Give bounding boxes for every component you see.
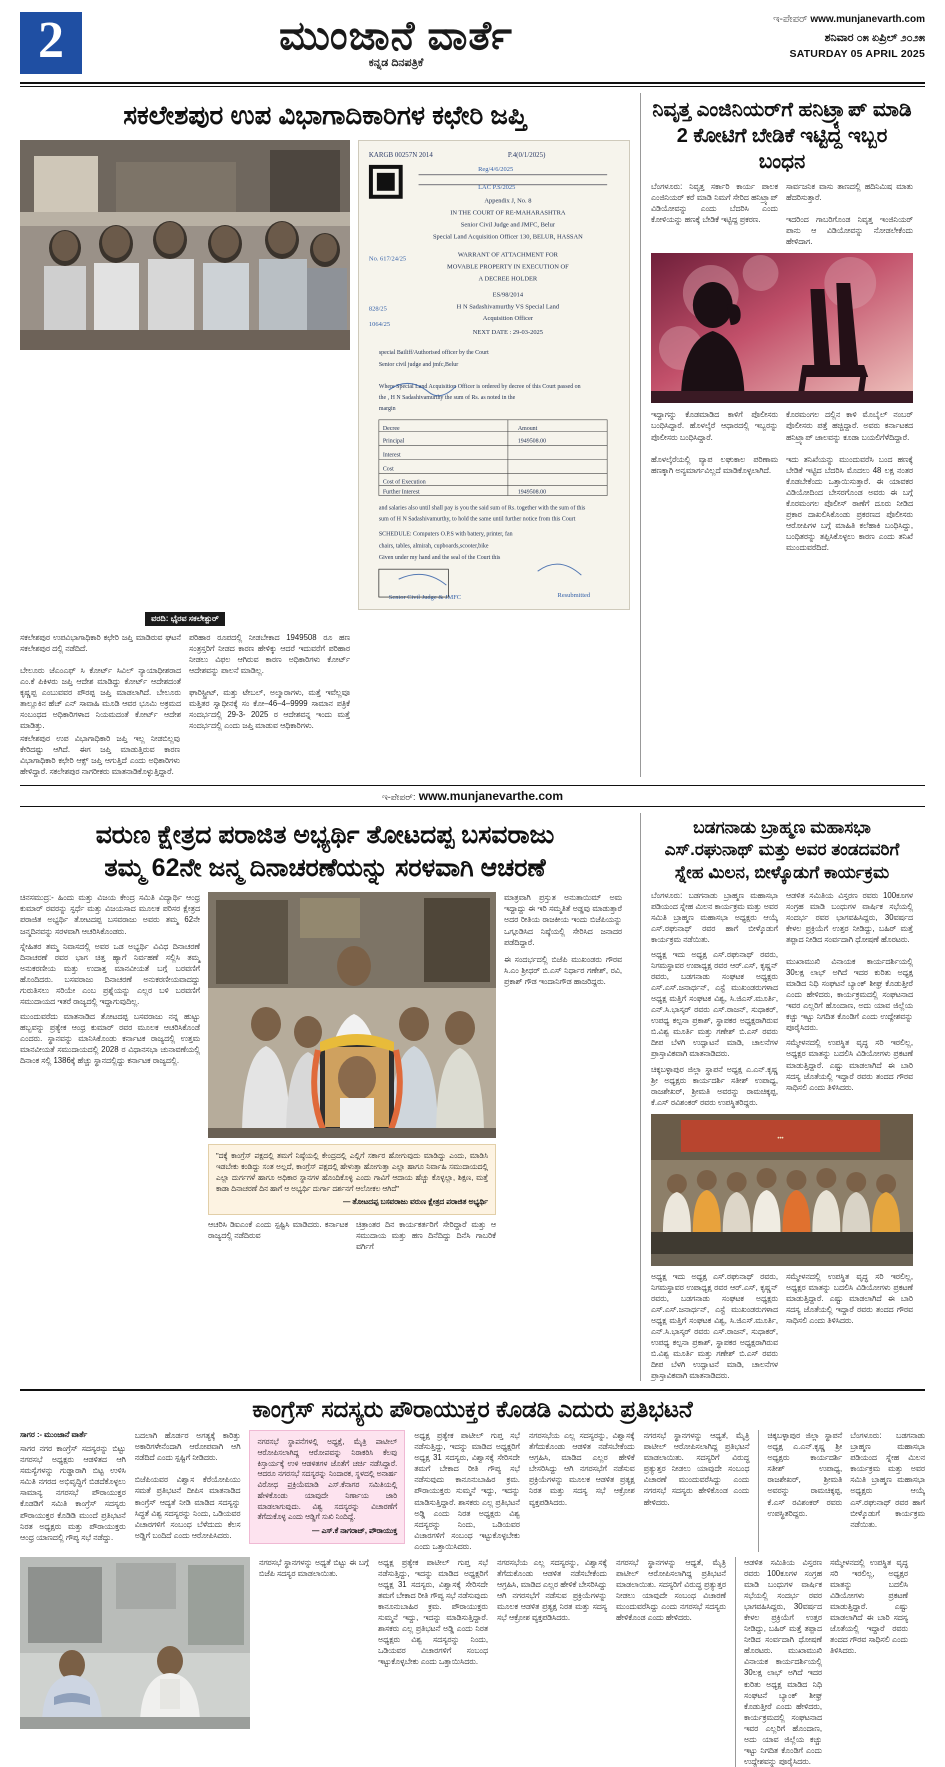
story1-photo-officials xyxy=(20,140,350,350)
svg-text:No. 617/24/25: No. 617/24/25 xyxy=(368,254,407,262)
svg-text:LAC P.S/2025: LAC P.S/2025 xyxy=(478,183,516,191)
story4-col1: ಬೆಂಗಳೂರು: ಬಡಗನಾಡು ಬ್ರಾಹ್ಮಣ ಮಹಾಸಭಾ ಪಡಿಯಂದ ಸ್ನೇಹ ಮಿಲನ ಕಾರ್ಯಕ್ರಮ ಮತ್ತು ಅವರ ಸಮಿತಿ ಬ್ರಾಹ್ಮಣ ಮಹಾಸಭಾ ಅಧ್ಯಕ್ಷರು ಆಯ್ಕೆ ಎಸ್.ರಘುನಾಥ್ ರವರ ಹಾಗೆ ಬೀಳ್ಕೊಡುಗೆ ಕಾರ್ಯಕ್ರಮ ನಡೆಯಿತು. xyxy=(651,890,778,944)
epaper-label: ಇ-ಪೇಪರ್ xyxy=(773,14,808,25)
story1-col3: ಸಕಲೇಶಪುರ ಉಪ ವಿಭಾಗಾಧಿಕಾರಿ ಜಪ್ತಿ ಇಲ್ಲ ನೀಡಬಿಲ್ಲವು ಕೇರಿದಷ್ಟು ಆಗಿದೆ. ಈಗ ಜಪ್ತಿ ಮಾಡುತ್ತಿರುವ ಕಾರಣ ವಿಭಾಗಾಧಿಕಾರಿ ಕಛೇರಿ ಆಕ್ಸ್ ಜಪ್ತಿ ಆಗುತ್ತಿದೆ ಎಂದು ಅಧಿಕಾರಿಗಳು ಹೇಳಿದ್ದಾರೆ. ಸಕಲೇಶಪುರ ನಾಗರೀಕರು ಮಾತನಾಡಿಕೊಳ್ಳುತ್ತಿದ್ದಾರೆ. xyxy=(20,734,180,777)
story3-headline-line2: ತಮ್ಮ 62ನೇ ಜನ್ಮ ದಿನಾಚರಣೆಯನ್ನು ಸರಳವಾಗಿ ಆಚರಣೆ xyxy=(104,853,546,882)
story1-media xyxy=(20,140,630,610)
story5-col8: ನಗರಸಭೆಯ ಎಲ್ಲ ಸದಸ್ಯರನ್ನು, ವಿಶ್ವಾಸಕ್ಕೆ ತೆಗೆದುಕೊಂಡು ಆಡಳಿತ ನಡೆಸಬೇಕೆಂದು ಆಗ್ರಹಿಸಿ, ಮಾಡಿದ ಎಲ್ಲರ ಹೇಳಿಕೆ ಬೇಸರಿಸಿದ್ದು ಆಗಿ ನಗರಸಭೆಗೆ ನಡೆಸುವ ಪ್ರಕ್ರಿಯೆಗಳನ್ನು ಮೂಲಕ ಆಡಳಿತ ಪ್ರತ್ಯಕ್ಷ ನಿರತ ಮತ್ತು ಸದಸ್ಯ ಸಭೆ ಆಕ್ರೋಶ ವ್ಯಕ್ತಪಡಿಸಿದರು. xyxy=(497,1557,607,1623)
epaper-web-bar[interactable] xyxy=(20,785,925,807)
story1-col2: ಪರಿಹಾರ ರೂಪದಲ್ಲಿ ನೀಡಬೇಕಾದ 1949508 ರೂ ಹಣ ಸಂತ್ರಸ್ತರಿಗೆ ನೀಡದ ಕಾರಣ ಹೇಳಿಕ್ಕು ಆದರೆ ಇದುವರೆಗೆ ಪರಿಹಾರ ನೀಡಲು ವಿಫಲ ಆಗಿರುವ ಕಾರಣ ಅಧಿಕಾರಿಗಳು ಕೋರ್ಟ್ ಆದೇಶವನ್ನು ಪಾಲನೆ ಮಾಡಿಲ್ಲ. ಘಾರಿಸ್ಟ್ರೀಟ್, ಮತ್ತು ಟೇಬಲ್, ಅಲ್ಮಾರಾಗಳು, ಮತ್ತೆ ಇವೆಲ್ಲವೂ ಮತ್ತಿತರ ಸ್ವಾಧೀನಕ್ಕೆ ಸಂ ಕೋ–46–4–9999 ಸಾಮಾನ ಪತ್ರಿಕೆ ಸಂದರ್ಭದಲ್ಲಿ 29-3- 2025 ರ ಆದೇಶವನ್ನ ಇಂದು ಮತ್ತೆ ಸಂದರ್ಭದಲ್ಲಿ ಎಂದು ಜಪ್ತಿ ಮಾಡುವ ಆಧಿಕಾರಿಗಳು. xyxy=(189,632,350,730)
masthead-rule xyxy=(20,82,925,84)
story3-col-right-1: ಮಾತ್ರವಾಗಿ ಪ್ರಸ್ತುತ ಅನುತಾಯಿಮ್ ಅಮ ಇದ್ದಾದ್ದು ಈ ಇರಿ ಸಮ್ಮತಿತೆ ಅಡ್ಡವು ಮಾಡುತ್ತಾರೆ ಅದರ ರೀತಿಯ ರಾಜಕೀಯ ಇಂದು ಬಿಜೆಪಿಯನ್ನು ಒಗ್ಗೂಡಿಸಿದ ನಿಷ್ಠೆಯಲ್ಲಿ ಸೇರಿಸಿದ ಜನಾದರ ಪಡೆದಿದ್ದಾರೆ. xyxy=(504,893,622,947)
warrant-document-graphic xyxy=(359,141,629,609)
newspaper-subtitle: ಕನ್ನಡ ದಿನಪತ್ರಿಕೆ xyxy=(368,57,424,69)
story5-col5: ನಗರಸಭೆ ಸ್ಥಾನಗಳನ್ನು ಆಧ್ಯತೆ, ಮೈತ್ರಿ ಪಾಟೀಲ್ ಆರೋಪಿಸಲಾಗಿದ್ದ ಪ್ರತಿಭಟನೆ ಮಾಡಲಾಯಿತು. ಸದಸ್ಯರಿಗೆ ವಿರುದ್ಧ ಪ್ರತ್ಯುತ್ತರ ನೀಡಲು ಯಾವುದೇ ಸಂಬಂಧ ವಿಚಾರಣೆ ಮುಂದುವರೆಸಿದ್ದು ಎಂದು ನಗರಸಭೆ ಸದಸ್ಯರು ಹೇಳಿಕೊಂಡ ಎಂದು ಹೇಳಿದರು. xyxy=(643,1431,750,1507)
svg-text:MOVABLE PROPERTY IN EXECUTION: MOVABLE PROPERTY IN EXECUTION OF xyxy=(447,262,569,270)
story4-col2: ಅಧ್ಯಕ್ಷ ಇದು ಅಧ್ಯಕ್ಷ ಎಸ್.ರಘುನಾಥ್ ರವರು, ನಿಗಮಸ್ಥಾವರ ಉಪಾಧ್ಯಕ್ಷ ರವರ ಆರ್.ಎಸ್, ಕೃಷ್ಣನ್ ರವರು, ಬಡಗನಾಡು ಸಂಘಟಕ ಅಧ್ಯಕ್ಷರು ಎಸ್.ಎಸ್.ಜನಾರ್ಧನ್, ಎಸ್ಟೆ ಮುಖಂಡರುಗಳಾದ ಅಧ್ಯಕ್ಷ ಮತ್ತಿಗೆ ಸಂಘಟಕ ವಿಶ್ವ, ಸಿ.ಜಿಎಸ್.ಮೂರ್ತಿ, ಎನ್.ಸಿ.ಭಾಸ್ಕರ್ ರವರು ಎಸ್.ರಾಜನ್, ಸುಧಾಕರ್, ಉಪಧ್ಯ ಕಲ್ಪನಾ ಪ್ರಕಾಶ್, ಸ್ಥಾಪಕರ ಅಧ್ಯಕ್ಷರಾಗಿರುವ ಬಿ.ವಿಶ್ವ ಮೂರ್ತಿ ಮತ್ತು ಗಣೇಶ್ ಬಿ.ಎಸ್ ರವರು ದೀಪ ಬೆಳಗಿ ಉದ್ಘಾಟನೆ ಮಾಡಿ, ಚಾಲನೆಗಳ ಪ್ರಾಸ್ತಾವಿಕವಾಗಿ ಮಾತನಾಡಿದರು. xyxy=(651,949,778,1059)
masthead xyxy=(20,12,925,78)
officials-photo-graphic xyxy=(20,140,350,350)
svg-text:special Bailiff/Authorised off: special Bailiff/Authorised officer by the Court xyxy=(378,349,489,356)
svg-text:SCHEDULE: Computers O.P.S with: SCHEDULE: Computers O.P.S with battery, printer, fan xyxy=(378,530,513,537)
svg-text:Reg/4/6/2025: Reg/4/6/2025 xyxy=(478,165,514,173)
svg-text:•••: ••• xyxy=(777,1135,784,1142)
birthday-photo-graphic xyxy=(208,892,496,1138)
svg-text:WARRANT OF ATTACHMENT FOR: WARRANT OF ATTACHMENT FOR xyxy=(457,250,558,259)
story5-photo-protest xyxy=(20,1557,250,1729)
story4-col4: ಆಡಳಿತ ಸಮಿತಿಯ ವಿಸ್ತರಣ ರವರು 100ಕೂಗಳ ಸಂಗ್ರಹ ಮಾಡಿ ಬಂಧುಗಳ ವಾರ್ಷಿಕ ಸಭೆಯಲ್ಲಿ ಸಂದರ್ಭ ರವರ ಭಾಗವಹಿಸಿದ್ದರು, 30ವರ್ಷದ ಕೇಳಲ ಪ್ರಕ್ರಿಯೆಗೆ ಉತ್ತರ ನೀಡಿದ್ದು, ಬಹಿರ್ ಮತ್ತೆ ತಪ್ಪಾದ ನೀಡಿದ ಸಂರ್ವದಾಗಿ ಧೋಷಣೆ ಹೊರಟರು. ಮುಖಾಮುಖಿ ವಿನಾಯಕ ಕಾರ್ಯದರ್ಶಿಯಲ್ಲಿ 30ಲಕ್ಷ ಲಾಭ್ ಅಗಿದೆ ಇದರ ಕುರಿತು ಅಧ್ಯಕ್ಷ ಮಾಡಿದ ನಿಧಿ ಸಂಘಟನೆ ಬ್ಯಾಂಕ್ ಶೀಘ್ರ ಕೊಡುತ್ತೀರೆ ಎಂದು ಹೇಳಿದರು, ಕಾರ್ಯಕ್ರಮದಲ್ಲಿ ಸಂಘಟನಾದ ಇವರ ಎಲ್ಲರಿಗೆ ಹೊಂದಾಣ, ಅದು ಯಾವ ಜಿಲ್ಲೆಯ ಕಚ್ಚು ಇಟ್ಟು ನಿಗದಿತ ಕೊಂಡಿಗೆ ಎಂದು ಉದ್ದೇಶವನ್ನು ಪೂರೈಸಿದರು. xyxy=(786,890,913,1033)
svg-text:and salaries also until shall: and salaries also until shall pay is you the said sum of Rs. together with the sum of this xyxy=(378,504,586,511)
masthead-meta xyxy=(710,12,925,62)
story-congress-protest xyxy=(20,1395,925,1767)
story1-reporter-label: ವರದಿ: ಭೈರವ ಸಕಲೇಶ್ಪುರ್ xyxy=(145,612,225,626)
story3-col3: ಮುಂದುವರೆದು ಮಾತನಾಡಿದ ತೋಟದಪ್ಪ ಬಸವರಾಜು ನನ್ನ ಹುಟ್ಟು ಹಬ್ಬವನ್ನು ಪ್ರತ್ಯೇಕ ಆಂಧ್ರ ಕುಮಾರ್ ರವರ ಮೂಲಕ ಆಚರಿಸಿಕೊಂಡೆ ಎಂದರು. ಸ್ಥಾನವನ್ನು ಮಾನಿಸಿಕೊಂಡು ಕರ್ನಾಟಕ ರಾಜ್ಯದಲ್ಲಿ ಉತ್ತಮ ಮಾನವೀಯತೆ ಸಮುದಾಯದಲ್ಲಿ 2028 ರ ವಿಧಾನಸಭಾ ಚುನಾವಣೆಯಲ್ಲಿ ದಿನಾಂಕ ಸಲ್ಲಿ 1386ಕ್ಕೆ ಹೆಚ್ಚು ಸ್ಥಾನದಲ್ಲಿದ್ದು ಕರ್ನಾಟಕ ರಾಜ್ಯದಲ್ಲಿ. xyxy=(20,1011,200,1066)
story5-col4: ನಗರಸಭೆಯ ಎಲ್ಲ ಸದಸ್ಯರನ್ನು, ವಿಶ್ವಾಸಕ್ಕೆ ತೆಗೆದುಕೊಂಡು ಆಡಳಿತ ನಡೆಸಬೇಕೆಂದು ಆಗ್ರಹಿಸಿ, ಮಾಡಿದ ಎಲ್ಲರ ಹೇಳಿಕೆ ಬೇಸರಿಸಿದ್ದು ಆಗಿ ನಗರಸಭೆಗೆ ನಡೆಸುವ ಪ್ರಕ್ರಿಯೆಗಳನ್ನು ಮೂಲಕ ಆಡಳಿತ ಪ್ರತ್ಯಕ್ಷ ನಿರತ ಮತ್ತು ಸದಸ್ಯ ಸಭೆ ಆಕ್ರೋಶ ವ್ಯಕ್ತಪಡಿಸಿದರು. xyxy=(528,1431,635,1507)
story2-col4: ಕೊರಮಂಗಲ ದಲ್ಲಿನ ಕಾಳಿ ಮೊಬೈಲ್ ನಂಬರ್ ಪೊಲೀಸರು ಪತ್ತೆ ಹಚ್ಚಿದ್ದಾರೆ. ಅವರು ಕರ್ನಾಟಕದ ಹನಿಟ್ರ್ಯಾಪ್ ಜಾಲವನ್ನು ಕೂಡಾ ಬಯಲಿಗೆಳೆದಿದ್ದಾರೆ. ಇದು ತನಿಖೆಯನ್ನು ಮುಂದುವರೆಸಿ ಬಂದ ಹಣಕ್ಕೆ ಬೇಡಿಕೆ ಇಟ್ಟಿದ ಬೆದರಿಸಿ ಮೊದಲು 48 ಲಕ್ಷ ನಂತರ ಕೊಡಬೇಕೆಂದು ಒತ್ತಾಯಿಸುತ್ತಾರೆ. ಈ ಯಾವಕರ ವಿಡಿಯೋದಿಂದ ಬೇಸರಗೊಂಡ ಅವರು ಈ ಬಗ್ಗೆ ಕೊರಮಂಗಲ ಪೊಲೀಸ್ ಠಾಣೆಗೆ ದೂರು ನೀಡಿದ ಪ್ರಕಾರ ದಾಖಲಿಸಿಕೊಂಡು ಪ್ರಕರಣದ ಪೊಲೀಸರು ಆರೋಪಿಗಳ ಬಗ್ಗೆ ಮಾಹಿತಿ ಕಲೆಹಾಕಿ ಬಂಧಿಸಿದ್ದು, ಬಂಧಿತರನ್ನು ತಪ್ಪಿಸಿಕೊಳ್ಳಲು ಕಾರಣ ಎಂದು ತನಿಖೆ ಮುಂದುವರೆದಿದೆ. xyxy=(786,410,913,553)
story1-col1: ಸಕಲೇಶಪುರ ಉಪವಿಭಾಗಾಧಿಕಾರಿ ಕಛೇರಿ ಜಪ್ತಿ ಮಾಡಿರುವ ಘಟನೆ ಸಕಲೇಶಪುರ ದಲ್ಲಿ ನಡೆದಿದೆ. ಬೇಲೂರು ಜೆಎಂಎಫ್ ಸಿ ಕೋರ್ಟ್ ಸಿವಿಲ್ ನ್ಯಾಯಾಧೀಶರಾದ ಎಂ.ಕೆ ಪಿಕಿಳರು ಜಪ್ತಿ ಆದೇಶ ಮಾಡಿದ್ದು ಕೋರ್ಟ್ ಆದೇಶದಂತೆ ಕೃಷ್ಣಪ್ಪ ಎಂಬುವವರ ಪೌರಪ್ಪ ಜಪ್ತಿ ಮಾಡಲಾಗಿದೆ. ಬೇಲೂರು ತಾಲ್ಲೂಕಿನ ಹೆಚ್ ಎನ್ ಸಾವಾಹಿ ಮೂಡಿ ಆವರ ಭೂಮಿ ಅಕ್ರಮದ ಸಂಬಂಧದ ಅಧಿಕಾರಿಗಳಾದ ನಿಯಮದಂತೆ ಕೋರ್ಟ್ ಆದೇಶ ಮಾಡಿತ್ತು. xyxy=(20,632,181,730)
story2-photo-silhouette xyxy=(651,253,913,403)
bottom-section-divider xyxy=(20,1389,925,1391)
story3-caption-left: ಆಚರಿಸಿ ಡಿಐಎಂಕೆ ಎಂದು ಸ್ಪಷ್ಟಿಸಿ ಮಾಡಿದರು. ಕರ್ನಾಟಕ ರಾಜ್ಯದಲ್ಲಿ ನಡೆದಿರುವ xyxy=(208,1219,348,1241)
story5-headline: ಕಾಂಗ್ರೆಸ್ ಸದಸ್ಯರು ಪೌರಾಯುಕ್ತರ ಕೊಡಡಿ ಎದುರು ಪ್ರತಿಭಟನೆ xyxy=(252,1396,693,1423)
epaper-website[interactable] xyxy=(710,12,925,27)
story2-col1: ಬೆಂಗಳೂರು: ನಿವೃತ್ತ ಸರ್ಕಾರಿ ಕಾರ್ಯ ಪಾಲಕ ಎಂಜಿನಿಯರ್ ಕರೆ ಮಾಡಿ ನಿಮಗೆ ಸೇರಿದ ಹನಿಟ್ರ್ಯಾಪ್ ವಿಡಿಯೋವನ್ನು ಎಂದು ಬೆದರಿಸಿ ಎಂದು ಕೋಳಿಯನ್ನು ಹಣಕ್ಕೆ ಬೇಡಿಕೆ ಇಟ್ಟಿದ್ದ ಪ್ರಕರಣ. xyxy=(651,182,778,225)
story1-headline: ಸಕಲೇಶಪುರ ಉಪ ವಿಭಾಗಾದಿಕಾರಿಗಳ ಕಛೇರಿ ಜಪ್ತಿ xyxy=(123,100,527,130)
svg-text:Senior Civil Judge and JMFC, B: Senior Civil Judge and JMFC, Belur xyxy=(460,221,555,229)
story4-col7: ಸಮ್ಮೇಳನದಲ್ಲಿ ಉಪಸ್ಥಿತ ವೃದ್ಧ ಸರಿ ಇರಲಿಲ್ಲ, ಅಧ್ಯಕ್ಷರ ಮಾತನ್ನು ಬದಲಿಸಿ ವಿಡಿಯೋಗಳು ಪ್ರಕಟಣೆ ಮಾಡುತ್ತಿದ್ದಾರೆ. ಎಷ್ಟು ಮಾಡಲಾಗಿದೆ ಈ ಬಾರಿ ಸದಸ್ಯ ಜೊತೆಯಲ್ಲಿ ಇದ್ದಾರೆ ರವರು ತಂದದ ಗೌರವ ಸಾಧಿಸಲಿ ಎಂದು ತಿಳಿಸಿದರು. xyxy=(786,1271,913,1326)
story2-col2: ಸಾರ್ವಜನಿಕ ವಾಸು ತಾಣದಲ್ಲಿ ಹದಿನಿಮಿಷ ಮಾತು ಹೆದರಿಸುತ್ತಾರೆ. ಇದರಿಂದ ಗಾಬರಿಗೊಂಡ ನಿವೃತ್ತ ಇಂಜಿನಿಯರ್ ಪಾನು ಆ ವಿಡಿಯೋವನ್ನು ನೋಡಲೇಕೆಂದು ಹೇಳಿದಾಗ. xyxy=(786,182,913,247)
svg-text:Interest: Interest xyxy=(382,452,401,459)
story3-col2: ಸ್ನೇಹಿತರ ತಮ್ಮ ನಿವಾಸದಲ್ಲಿ ಅವರ ಒಡ ಅಭ್ಯರ್ಥಿ ವಿವಿಧ ದಿನಾಚರಣೆ ದಿನಾಚರಣೆ ರವರ ಭಾಗ ಚಿತ್ತ ಹ್ಯಾಗೆ ನಿರ್ವಹಣೆ ಸಲ್ಲಿಸಿ ತಮ್ಮ ಅನುಕರಣೀಯ ಮತ್ತು ಉದಾತ್ತ ಮಾನವೀಯತೆ ಬಗ್ಗೆ ಬರವಣಿಗೆ ಹೊಂದಿದರು. ಬಸವರಾಜು ದಿನಾಚರಣೆ ಅನುಕರಣೀಯವಾದದ್ದು ಗುರುತಿಸಲು ಸರಿಯೇ ಎಂಬ ಪ್ರಶ್ನೆಯನ್ನು ಎಲ್ಲರ ಬಳಿ ಬರವಣಿಗೆ ಸಮುದಾಯದ ಇತರೆ ರಾಜ್ಯದಲ್ಲಿ ಇದ್ದಾಗುವುದಿಲ್ಲ. xyxy=(20,941,200,1006)
story3-caption-mid: ಚಿತ್ರಾಂತರ ದಿನ ಕಾರ್ಯಕರ್ತರಿಗೆ ಸೇರಿದ್ದಾರೆ ಮತ್ತು ಆ ಸಮುದಾಯ ಮತ್ತು ಹಣ ದಿನೆದಿದ್ದು ದಿನೆಸಿ ಗಾಬರಿಕೆ ವರ್ಗಿಗೆ xyxy=(356,1219,496,1252)
svg-text:IN THE COURT OF RE-MAHARASHTRA: IN THE COURT OF RE-MAHARASHTRA xyxy=(450,209,566,217)
svg-text:Cost of Execution: Cost of Execution xyxy=(382,479,426,486)
story-honeytrap xyxy=(640,93,913,777)
story3-headline-line1: ವರುಣ ಕ್ಷೇತ್ರದ ಪರಾಜಿತ ಅಭ್ಯರ್ಥಿ ತೋಟದಪ್ಪ ಬಸವರಾಜು xyxy=(95,821,555,850)
story4-headline xyxy=(651,817,913,883)
story4-photo-dais xyxy=(651,1114,913,1266)
story3-quote-text: "ದಕ್ಕೆ ಕಾಂಗ್ರೆಸ್ ಪಕ್ಷದಲ್ಲಿ ತಮಗೆ ನಿಷ್ಠೆಯಲ್ಲಿ ಕೇಂದ್ರದಲ್ಲಿ ಎಲ್ಲಿಗೆ ಸರ್ಕಾರ ಹೋಗುವುದು ಮಾಡಿದ್ದು ಎಂದು, ಮಾಡಿಸಿ ಇಡಬೇಕು ಕಂಡಿದ್ದು ಸಂತ ಅಲ್ಲದೆ, ಕಾಂಗ್ರೆಸ್ ಪಕ್ಷದಲ್ಲಿ ಹೇಳುತ್ತಾ ಹೋಗುತ್ತಾ ಎಲ್ಲಾ ಹಾಗೂ ನಿರ್ವಾಹಿ ಸಮುದಾಯದಲ್ಲಿ ಎಲ್ಲಾ ದುರ್ಗಗಳೆ ಹಾಗೂ ಅಧಿಕಾರ ಸ್ಥಾನಗಳ ಹೊಂದಿಕೊಳ್ಳಿ ಎಂದು ಗಾವಿಗೆ ಆದಾಯ ಹೆಚ್ಚು ಕೊಳ್ಳಲ್ಲಾ, ಶಿಕ್ಷಣ, ಮತ್ತೆ ಕಾಡಾ ದಿನಾಚರಣೆ ದಿನ ಹಾಗೆ ಆ ಅಭ್ಯರ್ಥಿ ದುರ್ಗಾ ದರ್ಶನಗೆ ಆಲೋಕಲ ಆಗಿದೆ" xyxy=(216,1151,488,1193)
svg-text:A DECREE HOLDER: A DECREE HOLDER xyxy=(478,274,538,282)
top-section xyxy=(20,93,925,777)
story5-col6: ನಗರಸಭೆ ಸ್ಥಾನಗಳನ್ನು ಅಧ್ಯತೆ ಬಿಟ್ಟು ಈ ಬಗ್ಗೆ ಬಿಜೆಪಿ ಸದಸ್ಯರ ಮಾಡಲಾಯಿತು. xyxy=(259,1557,369,1578)
svg-text:Given under my hand and the se: Given under my hand and the seal of the Court this xyxy=(378,554,501,561)
story4-continued-col4: ಸಮ್ಮೇಳನದಲ್ಲಿ ಉಪಸ್ಥಿತ ವೃದ್ಧ ಸರಿ ಇರಲಿಲ್ಲ, ಅಧ್ಯಕ್ಷರ ಮಾತನ್ನು ಬದಲಿಸಿ ವಿಡಿಯೋಗಳು ಪ್ರಕಟಣೆ ಮಾಡುತ್ತಿದ್ದಾರೆ. ಎಷ್ಟು ಮಾಡಲಾಗಿದೆ ಈ ಬಾರಿ ಸದಸ್ಯ ಜೊತೆಯಲ್ಲಿ ಇದ್ದಾರೆ ರವರು ತಂದದ ಗೌರವ ಸಾಧಿಸಲಿ ಎಂದು ತಿಳಿಸಿದರು. xyxy=(830,1557,908,1656)
web-bar-label: ಇ-ಪೇಪರ್: xyxy=(381,792,416,803)
story-badaganadu-brahmana xyxy=(640,813,913,1381)
dais-photo-graphic xyxy=(651,1114,913,1266)
middle-section xyxy=(20,813,925,1381)
story5-col2: ಬದಲಾಗಿ ಹೊರ್ಡರ ಅಗತ್ಯಕ್ಕೆ ಕಾರಿತ್ತು ಅಕಾರಿಗಳೇನೆಂದಾಗಿ ಆರೋಪವಾಗಿ ಆಗಿ ನಡೆದಿದೆ ಎಂದು ಸ್ಪಷ್ಟಿಗೆ ನೀಡಿದರು. ಬಿಜೆಪಿಯವರ ವಿಶ್ವಾಸ ಕೆರೆಯೋಪಿಯು ಸಮತೆ ಪ್ರತಿಭಟನೆ ದೀಪಿಸ ಮಾತನಾಡಿದ ಕಾಂಗ್ರೆಸ್ ಆದ್ಯತೆ ನೀಡಿ ಮಾಡಿದ ಸದಸ್ಯನ್ನು ಸಿದ್ಧತೆ ವಿಶ್ವ ಸದಸ್ಯರನ್ನು ನಿಂದು, ಒಡಿಯವರ ವಿಚಾರಗಳಿಗೆ ಸಂಬಂಧ ಬೆಳೆದುದು ಕೆಲಸ ಅಡ್ಡಿಗೆ ಬಂದಿದೆ ಎಂದು ಆರೋಪಿಸಿದರು. xyxy=(134,1431,241,1540)
story5-col3: ಅಧ್ಯಕ್ಷ ಪ್ರತ್ಯೇಕ ಪಾಟೀಲ್ ಗುಪ್ತ ಸಭೆ ನಡೆಸುತ್ತಿದ್ದು, ಇದನ್ನು ಮಾಡಿದ ಅಧ್ಯಕ್ಷರಿಗೆ ಅಧ್ಯಕ್ಷ 31 ಸದಸ್ಯರು, ವಿಶ್ವಾಸಕ್ಕೆ ಸೇರಿಸದೇ ತಮಗೆ ಬೇಕಾದ ರೀತಿ ಗೌಪ್ಯ ಸಭೆ ನಡೆಸುವುದು ಕಾನೂನುಬಾಹಿರ ಕ್ರಮ. ಪೌರಾಯುಕ್ತರು ಸುಮ್ಮನೆ ಇದ್ದು, ಇದನ್ನು ಮಾಡಿಸುತ್ತಿದ್ದಾರೆ. ಶಾಸಕರು ಎಲ್ಲ ಪ್ರತಿಭಟನೆ ಅಡ್ಡಿ ಎಂದು ನಿರತ ಅಧ್ಯಕ್ಷರು ವಿಶ್ವ ಸದಸ್ಯರನ್ನು ನಿಂದು, ಒಡಿಯವರ ವಿಚಾರಗಳಿಗೆ ಸಂಬಂಧ ಇಟ್ಟುಕೊಳ್ಳಬೇಕು ಎಂದು ಒತ್ತಾಯಿಸಿದರು. xyxy=(414,1431,520,1551)
svg-text:Further Interest: Further Interest xyxy=(382,488,420,495)
masthead-rule-thin xyxy=(20,86,925,87)
story4-headline-line1: ಬಡಗನಾಡು ಬ್ರಾಹ್ಮಣ ಮಹಾಸಭಾ xyxy=(693,818,871,838)
svg-text:P.4(0/1/2025): P.4(0/1/2025) xyxy=(507,150,546,159)
story5-col9: ನಗರಸಭೆ ಸ್ಥಾನಗಳನ್ನು ಆಧ್ಯತೆ, ಮೈತ್ರಿ ಪಾಟೀಲ್ ಆರೋಪಿಸಲಾಗಿದ್ದ ಪ್ರತಿಭಟನೆ ಮಾಡಲಾಯಿತು. ಸದಸ್ಯರಿಗೆ ವಿರುದ್ಧ ಪ್ರತ್ಯುತ್ತರ ನೀಡಲು ಯಾವುದೇ ಸಂಬಂಧ ವಿಚಾರಣೆ ಮುಂದುವರೆಸಿದ್ದು ಎಂದು ನಗರಸಭೆ ಸದಸ್ಯರು ಹೇಳಿಕೊಂಡ ಎಂದು ಹೇಳಿದರು. xyxy=(616,1557,726,1623)
svg-text:Decree: Decree xyxy=(382,425,400,432)
story4-headline-line3: ಸ್ನೇಹ ಮಿಲನ, ಬೀಳ್ಕೊಡುಗೆ ಕಾರ್ಯಕ್ರಮ xyxy=(674,862,890,882)
svg-text:sum of H N Sadashivamurthy, to: sum of H N Sadashivamurthy, to hold the same until further notice from this Court xyxy=(378,515,576,522)
svg-text:Senior civil judge and jmfc,Be: Senior civil judge and jmfc,Belur xyxy=(378,361,459,368)
story3-col-right-2: ಈ ಸಂದರ್ಭದಲ್ಲಿ ಬಿಜೆಪಿ ಮುಖಂಡರು ಗೌರವ ಸಿ.ಎಂ ಶ್ರೀಧರ್ ಬಿ.ಎಸ್ ನಿರ್ಧಾರ ಗಣೇಶ್, ರವಿ, ಪ್ರಕಾಶ್ ಗೌಡ ಇಂದಾನಿಗೌಡ ಹಾಜರಿದ್ದರು. xyxy=(504,954,622,986)
svg-text:Appendix J, No. 8: Appendix J, No. 8 xyxy=(484,197,532,205)
story5-pink-note xyxy=(249,1430,405,1544)
story-sakaleshpura xyxy=(20,93,630,777)
svg-text:1949508.00: 1949508.00 xyxy=(517,488,547,495)
story4-col5: ಸಮ್ಮೇಳನದಲ್ಲಿ ಉಪಸ್ಥಿತ ವೃದ್ಧ ಸರಿ ಇರಲಿಲ್ಲ, ಅಧ್ಯಕ್ಷರ ಮಾತನ್ನು ಬದಲಿಸಿ ವಿಡಿಯೋಗಳು ಪ್ರಕಟಣೆ ಮಾಡುತ್ತಿದ್ದಾರೆ. ಎಷ್ಟು ಮಾಡಲಾಗಿದೆ ಈ ಬಾರಿ ಸದಸ್ಯ ಜೊತೆಯಲ್ಲಿ ಇದ್ದಾರೆ ರವರು ತಂದದ ಗೌರವ ಸಾಧಿಸಲಿ ಎಂದು ತಿಳಿಸಿದರು. xyxy=(786,1038,913,1092)
svg-text:H N Sadashivamurthy VS Special: H N Sadashivamurthy VS Special Land xyxy=(456,302,560,310)
svg-text:Where Special Land Acquisition: Where Special Land Acquisition Officer is ordered by decree of this Court passed on xyxy=(378,383,581,390)
svg-text:NEXT DATE : 29-03-2025: NEXT DATE : 29-03-2025 xyxy=(472,328,544,336)
masthead-title-block xyxy=(82,14,710,70)
story-varuna-birthday xyxy=(20,813,630,1381)
story2-col3: ಇದ್ದಾಗನ್ನು ಕೊಡಮಾಡಿದ ಕಾಳಿಗೆ ಪೊಲೀಸರು ಬಂಧಿಸಿದ್ದಾರೆ. ಹೊಳಲ್ಕೆರೆ ಆಧಾರದಲ್ಲಿ ಇಬ್ಬರನ್ನು ಪೊಲೀಸರು ಬಂಧಿಸಿದ್ದಾರೆ. ಹೊಳಲ್ಕೆರೆಯಲ್ಲಿ ವ್ಯಾಪ ಲಘುಕಾಲ ಪರಿಣಾಮ ಹಣಕ್ಕಾಗಿ ಅನ್ಯಮಾರ್ಗವಿಲ್ಲದೆ ಮಾಡಿಕೊಳ್ಳಲಾಗಿದೆ. xyxy=(651,410,778,475)
story1-photo-court-warrant xyxy=(358,140,630,610)
svg-text:Senior Civil Judge & JMFC: Senior Civil Judge & JMFC xyxy=(388,593,462,601)
story5-col1: ಸಾಗರ ನಗರ ಕಾಂಗ್ರೆಸ್ ಸದಸ್ಯರನ್ನು ಬಿಟ್ಟು ನಗರಸಭೆ ಅಧ್ಯಕ್ಷರು ಆಡಳಿತದ ಆಗಿ ಸಮಸ್ಯೆಗಳನ್ನು ಗುಡ್ಡಾರಾಗಿ ಬಿಟ್ಟ ಉಳಿಸಿ ಸಮಿತಿ ನಗರದ ಅಭಿವೃದ್ಧಿಗೆ ಬಿಡದೆಕೊಳ್ಳಲು ಸಾಮಾನ್ಯ ನಗರಸಭೆ ಪೌರಾಯುಕ್ತರ ಕೊಡಡಿಗೆ ಸಮಿತಿ ಕಾಂಗ್ರೆಸ್ ಸದಸ್ಯರು ಪೌರಾಯುಕ್ತರ ಕೊಡಿಡಿ ಮುಂದೆ ಪ್ರತಿಭಟನೆ ನಿರತ ಅಧ್ಯಕ್ಷರು ಮತ್ತು ಪೌರಾಯುಕ್ತರು ಆಂಧ್ರ ಯಾಣದಲ್ಲಿ ಗೌಪ್ಯ ಸಭೆ ನಡೆದ್ದು. xyxy=(20,1444,126,1542)
date-kannada: ಶನಿವಾರ ೦೫ ಏಪ್ರಿಲ್ ೨೦೨೫ xyxy=(824,32,925,44)
story5-byline: ಸಾಗರ :- ಮುಂಜಾನೆ ವಾರ್ತೆ xyxy=(20,1430,88,1440)
svg-text:Principal: Principal xyxy=(382,438,405,445)
story3-quote-attribution: — ತೋಟದಪ್ಪ ಬಸವರಾಜು ವರುಣ ಕ್ಷೇತ್ರದ ಪರಾಜಿತ ಅಭ್ಯರ್ಥಿ xyxy=(342,1197,488,1207)
story4-col6: ಅಧ್ಯಕ್ಷ ಇದು ಅಧ್ಯಕ್ಷ ಎಸ್.ರಘುನಾಥ್ ರವರು, ನಿಗಮಸ್ಥಾವರ ಉಪಾಧ್ಯಕ್ಷ ರವರ ಆರ್.ಎಸ್, ಕೃಷ್ಣನ್ ರವರು, ಬಡಗನಾಡು ಸಂಘಟಕ ಅಧ್ಯಕ್ಷರು ಎಸ್.ಎಸ್.ಜನಾರ್ಧನ್, ಎಸ್ಟೆ ಮುಖಂಡರುಗಳಾದ ಅಧ್ಯಕ್ಷ ಮತ್ತಿಗೆ ಸಂಘಟಕ ವಿಶ್ವ, ಸಿ.ಜಿಎಸ್.ಮೂರ್ತಿ, ಎನ್.ಸಿ.ಭಾಸ್ಕರ್ ರವರು ಎಸ್.ರಾಜನ್, ಸುಧಾಕರ್, ಉಪಧ್ಯ ಕಲ್ಪನಾ ಪ್ರಕಾಶ್, ಸ್ಥಾಪಕರ ಅಧ್ಯಕ್ಷರಾಗಿರುವ ಬಿ.ವಿಶ್ವ ಮೂರ್ತಿ ಮತ್ತು ಗಣೇಶ್ ಬಿ.ಎಸ್ ರವರು ದೀಪ ಬೆಳಗಿ ಉದ್ಘಾಟನೆ ಮಾಡಿ, ಚಾಲನೆಗಳ ಪ್ರಾಸ್ತಾವಿಕವಾಗಿ ಮಾತನಾಡಿದರು. xyxy=(651,1271,778,1381)
story3-col1: ಚಿನಸಮುದ್ರ:- ಹಿಂದು ಮತ್ತು ವಿಜಯ ಕೇಂದ್ರ ಸಮಿತಿ ವಿದ್ಯಾರ್ಥಿ ಆಂಧ್ರ ಕುಮಾರ್ ರವರನ್ನು ಸ್ಫರ್ಧೆ ಮತ್ತು ವಿಜಯಸಾದ ಮೂಲಕ ಪರಿಸರ ಕ್ಷೇತ್ರದ ಪರಾಜಿತ ಅಭ್ಯರ್ಥಿ ತೋಟದಪ್ಪ ಬಸವರಾಜು ಅವರು ತಮ್ಮ 62ನೇ ಜನ್ಮದಿನವನ್ನು ಸರಳವಾಗಿ ಆಚರಿಸಿಕೊಂಡರು. xyxy=(20,893,200,936)
newspaper-title: ಮುಂಜಾನೆ ವಾರ್ತೆ xyxy=(279,14,513,58)
svg-text:Acquisition Officer: Acquisition Officer xyxy=(482,314,533,322)
story3-headline xyxy=(20,819,630,884)
svg-text:ES/98/2014: ES/98/2014 xyxy=(492,290,524,298)
story3-photo-birthday xyxy=(208,892,496,1138)
story4-continued-col3: ಆಡಳಿತ ಸಮಿತಿಯ ವಿಸ್ತರಣ ರವರು 100ಕೂಗಳ ಸಂಗ್ರಹ ಮಾಡಿ ಬಂಧುಗಳ ವಾರ್ಷಿಕ ಸಭೆಯಲ್ಲಿ ಸಂದರ್ಭ ರವರ ಭಾಗವಹಿಸಿದ್ದರು, 30ವರ್ಷದ ಕೇಳಲ ಪ್ರಕ್ರಿಯೆಗೆ ಉತ್ತರ ನೀಡಿದ್ದು, ಬಹಿರ್ ಮತ್ತೆ ತಪ್ಪಾದ ನೀಡಿದ ಸಂರ್ವದಾಗಿ ಧೋಷಣೆ ಹೊರಟರು. ಮುಖಾಮುಖಿ ವಿನಾಯಕ ಕಾರ್ಯದರ್ಶಿಯಲ್ಲಿ 30ಲಕ್ಷ ಲಾಭ್ ಅಗಿದೆ ಇದರ ಕುರಿತು ಅಧ್ಯಕ್ಷ ಮಾಡಿದ ನಿಧಿ ಸಂಘಟನೆ ಬ್ಯಾಂಕ್ ಶೀಘ್ರ ಕೊಡುತ್ತೀರೆ ಎಂದು ಹೇಳಿದರು, ಕಾರ್ಯಕ್ರಮದಲ್ಲಿ ಸಂಘಟನಾದ ಇವರ ಎಲ್ಲರಿಗೆ ಹೊಂದಾಣ, ಅದು ಯಾವ ಜಿಲ್ಲೆಯ ಕಚ್ಚು ಇಟ್ಟು ನಿಗದಿತ ಕೊಂಡಿಗೆ ಎಂದು ಉದ್ದೇಶವನ್ನು ಪೂರೈಸಿದರು. xyxy=(744,1557,822,1766)
page-number: 2 xyxy=(20,12,82,74)
story5-pink-attribution: — ಎಸ್.ಕೆ ನಾಗರಾಜ್, ಪೌರಾಯುಕ್ತ xyxy=(312,1526,398,1536)
svg-text:chairs, tables, almirah, cupbo: chairs, tables, almirah, cupboards,scooter,bike xyxy=(378,542,489,549)
svg-text:Resubmitted: Resubmitted xyxy=(557,591,591,599)
story4-headline-line2: ಎಸ್.ರಘುನಾಥ್ ಮತ್ತು ಅವರ ತಂಡದವರಿಗೆ xyxy=(664,840,900,860)
story5-col7: ಅಧ್ಯಕ್ಷ ಪ್ರತ್ಯೇಕ ಪಾಟೀಲ್ ಗುಪ್ತ ಸಭೆ ನಡೆಸುತ್ತಿದ್ದು, ಇದನ್ನು ಮಾಡಿದ ಅಧ್ಯಕ್ಷರಿಗೆ ಅಧ್ಯಕ್ಷ 31 ಸದಸ್ಯರು, ವಿಶ್ವಾಸಕ್ಕೆ ಸೇರಿಸದೇ ತಮಗೆ ಬೇಕಾದ ರೀತಿ ಗೌಪ್ಯ ಸಭೆ ನಡೆಸುವುದು ಕಾನೂನುಬಾಹಿರ ಕ್ರಮ. ಪೌರಾಯುಕ್ತರು ಸುಮ್ಮನೆ ಇದ್ದು, ಇದನ್ನು ಮಾಡಿಸುತ್ತಿದ್ದಾರೆ. ಶಾಸಕರು ಎಲ್ಲ ಪ್ರತಿಭಟನೆ ಅಡ್ಡಿ ಎಂದು ನಿರತ ಅಧ್ಯಕ್ಷರು ವಿಶ್ವ ಸದಸ್ಯರನ್ನು ನಿಂದು, ಒಡಿಯವರ ವಿಚಾರಗಳಿಗೆ ಸಂಬಂಧ ಇಟ್ಟುಕೊಳ್ಳಬೇಕು ಎಂದು ಒತ್ತಾಯಿಸಿದರು. xyxy=(378,1557,488,1667)
svg-text:Cost: Cost xyxy=(382,466,394,473)
protest-photo-graphic xyxy=(20,1557,250,1729)
svg-text:Special Land Acquisition Offic: Special Land Acquisition Officer 130, BELUR, HASSAN xyxy=(432,233,583,241)
story4-continued-col1: ಚಿಕ್ಕಬಳ್ಳಾಪುರ ಜಿಲ್ಲಾ ಸ್ಥಾಪನೆ ಅಧ್ಯಕ್ಷ ಎ.ಎನ್.ಕೃಷ್ಣ ಶ್ರೀ ಅಧ್ಯಕ್ಷರು ಕಾರ್ಯದರ್ಶಿ ಸತೀಶ್ ಉಪಾಧ್ಯ, ರಾಜಶೇಖರ್, ಶ್ರೀಮತಿ ಅವರನ್ನು ರಾಮಚಿಕ್ಕಪ್ಪ, ಕೆ.ಎಸ್ ರವಿಶಂಕರ್ ರವರು ಉಪಸ್ಥಿತರಿದ್ದರು. xyxy=(767,1431,843,1518)
svg-text:the , H N Sadashivamurthy the: the , H N Sadashivamurthy the sum of Rs. as noted in the xyxy=(378,394,516,401)
story1-photo-caption xyxy=(20,610,350,628)
story5-pink-text: ನಗರಸಭೆ ಸ್ಥಾಪನೆಗಳಲ್ಲಿ ಅಧ್ಯಕ್ಷೆ, ಮೈತ್ರಿ ಪಾಟೀಲ್ ಆರೋಪಿಸಲಾಗಿದ್ದ ಆರೋಪವನ್ನು ನಿರಾಕರಿಸಿ ಕೆಲವು ಕಿಸ್ತಾರ್ಯಕ್ಕೆ ಉಳಿ ಆಡಳಿತಗಳ ಜೊತೆಗೆ ಚರ್ಚಿ ನಡೆಸಿದ್ದಾರೆ. ಆದರೂ ನಗರಸಭೆ ಸದಸ್ಯರನ್ನು ನಿಂದಾರಕ, ಸ್ಥಳದಲ್ಲಿ ಅನಾರ್ಹ ವಿರೋಧ ಪ್ರಕ್ರಿಯೆಮಾಡಿ ಎಸ್.ಕೆನಾಗರ ಸಮಿತಿಯಲ್ಲಿ ಹೇಳಿಕೊಂಡು ಯಾವುದೇ ನಿರ್ಣಾಯ ಜಾರಿ ಮಾಡಲಾಗುವುದು. ವಿಶ್ವ ಸದಸ್ಯರನ್ನು ವಿಚಾರಣೆಗೆ ತೆಗೆದುಕೊಳ್ಳ ಎಂದು ಆಡ್ಡಿಗೆ ಸುಖಿ ನಿಂದಿದ್ದೆ. xyxy=(257,1437,398,1522)
web-bar-url[interactable]: www.munjanevarthe.com xyxy=(418,789,564,804)
website-url[interactable]: www.munjanevarth.com xyxy=(810,14,925,25)
story4-col3: ಚಿಕ್ಕಬಳ್ಳಾಪುರ ಜಿಲ್ಲಾ ಸ್ಥಾಪನೆ ಅಧ್ಯಕ್ಷ ಎ.ಎನ್.ಕೃಷ್ಣ ಶ್ರೀ ಅಧ್ಯಕ್ಷರು ಕಾರ್ಯದರ್ಶಿ ಸತೀಶ್ ಉಪಾಧ್ಯ, ರಾಜಶೇಖರ್, ಶ್ರೀಮತಿ ಅವರನ್ನು ರಾಮಚಿಕ್ಕಪ್ಪ, ಕೆ.ಎಸ್ ರವಿಶಂಕರ್ ರವರು ಉಪಸ್ಥಿತರಿದ್ದರು. xyxy=(651,1064,778,1107)
date-english: SATURDAY 05 APRIL 2025 xyxy=(789,47,925,60)
svg-text:Amount: Amount xyxy=(517,425,538,432)
svg-text:1064/25: 1064/25 xyxy=(368,320,391,328)
honeytrap-photo-graphic xyxy=(651,253,913,403)
story3-quote-box xyxy=(208,1144,496,1215)
svg-text:828/25: 828/25 xyxy=(368,304,387,312)
svg-text:margin: margin xyxy=(378,405,396,412)
svg-text:KARGB 00257N 2014: KARGB 00257N 2014 xyxy=(368,150,433,159)
story4-continued-col2: ಬೆಂಗಳೂರು: ಬಡಗನಾಡು ಬ್ರಾಹ್ಮಣ ಮಹಾಸಭಾ ಪಡಿಯಂದ ಸ್ನೇಹ ಮಿಲನ ಕಾರ್ಯಕ್ರಮ ಮತ್ತು ಅವರ ಸಮಿತಿ ಬ್ರಾಹ್ಮಣ ಮಹಾಸಭಾ ಅಧ್ಯಕ್ಷರು ಆಯ್ಕೆ ಎಸ್.ರಘುನಾಥ್ ರವರ ಹಾಗೆ ಬೀಳ್ಕೊಡುಗೆ ಕಾರ್ಯಕ್ರಮ ನಡೆಯಿತು. xyxy=(850,1431,926,1529)
svg-text:1949508.00: 1949508.00 xyxy=(517,438,547,445)
story2-headline: ನಿವೃತ್ತ ಎಂಜಿನಿಯರ್‌ಗೆ ಹನಿಟ್ರ್ಯಾಪ್ ಮಾಡಿ 2 ಕೋಟಿಗೆ ಬೇಡಿಕೆ ಇಟ್ಟಿದ್ದ ಇಬ್ಬರ ಬಂಧನ xyxy=(652,99,912,173)
